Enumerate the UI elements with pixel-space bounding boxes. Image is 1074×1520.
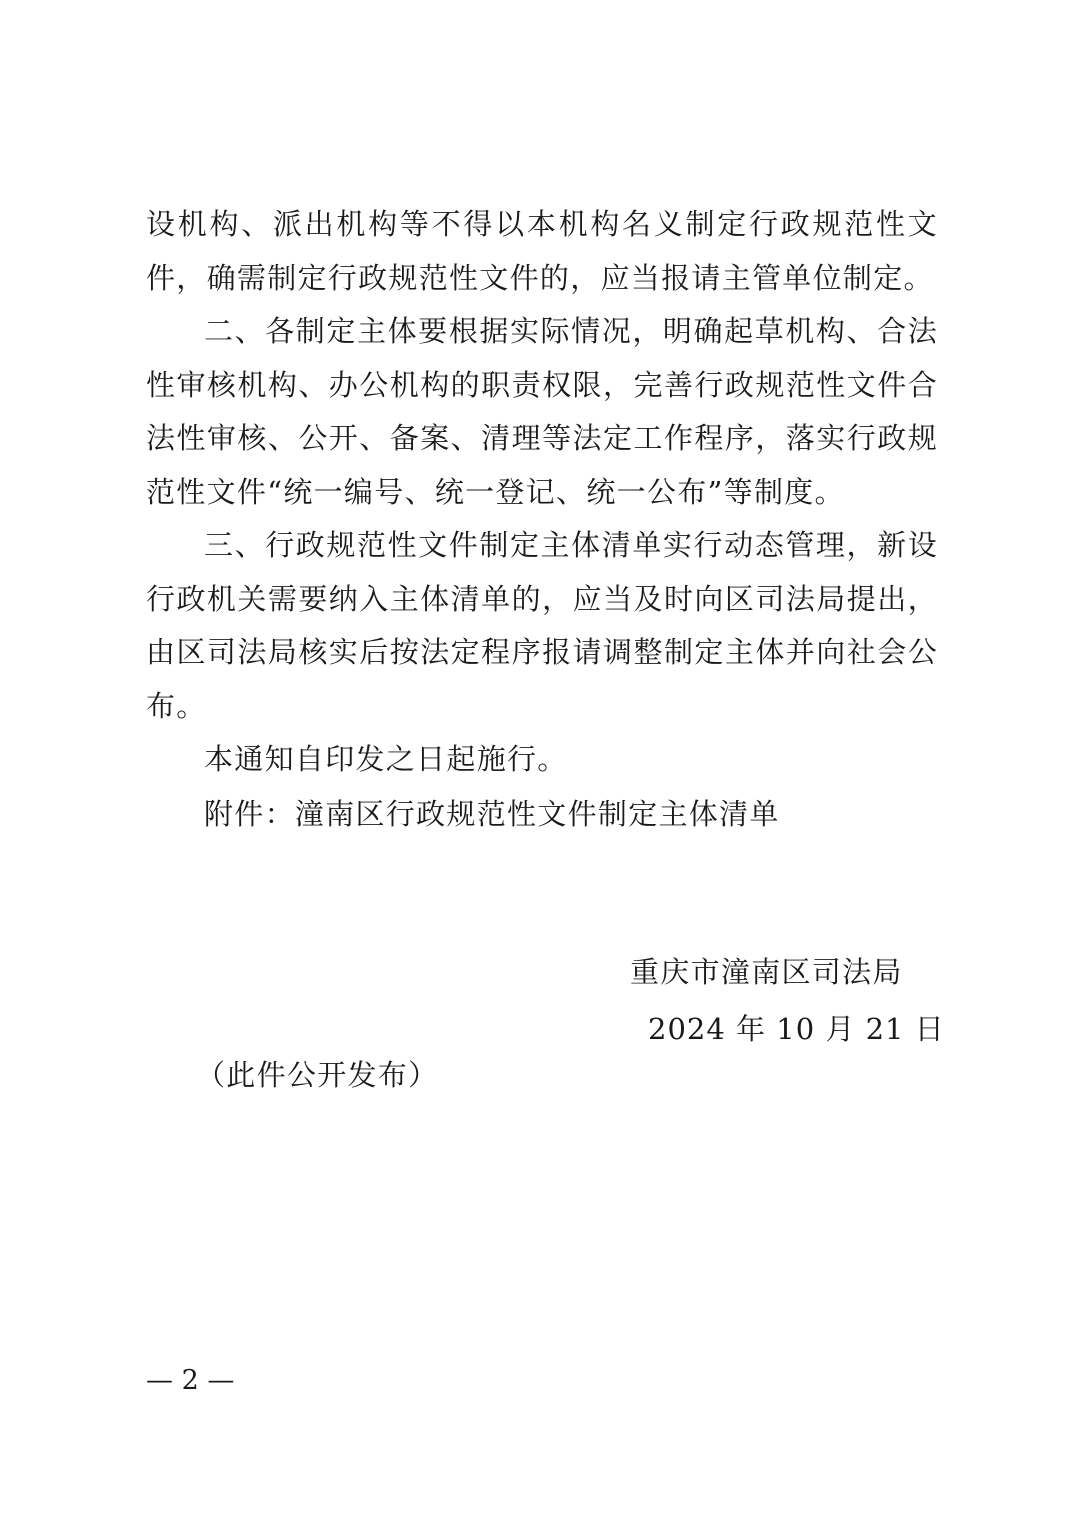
public-release-note: （此件公开发布） (196, 1058, 439, 1092)
issuer-name: 重庆市潼南区司法局 (630, 955, 903, 989)
paragraph-effective-date: 本通知自印发之日起施行。 (204, 742, 568, 776)
page-number: — 2 — (146, 1365, 235, 1396)
paragraph-item-two: 二、各制定主体要根据实际情况，明确起草机构、合法性审核机构、办公机构的职责权限，完善行政规范性文件合法性审核、公开、备案、清理等法定工作程序，落实行政规范性文件“统一编号、统一登记、统一公布”等制度。 (146, 314, 938, 509)
issue-date: 2024 年 10 月 21 日 (648, 1012, 945, 1046)
document-body (146, 198, 938, 787)
paragraph-continuation: 设机构、派出机构等不得以本机构名义制定行政规范性文件，确需制定行政规范性文件的，应当报请主管单位制定。 (146, 207, 938, 295)
paragraph-item-three: 三、行政规范性文件制定主体清单实行动态管理，新设行政机关需要纳入主体清单的，应当及时向区司法局提出，由区司法局核实后按法定程序报请调整制定主体并向社会公布。 (146, 528, 938, 723)
attachment-line: 附件：潼南区行政规范性文件制定主体清单 (204, 797, 780, 831)
